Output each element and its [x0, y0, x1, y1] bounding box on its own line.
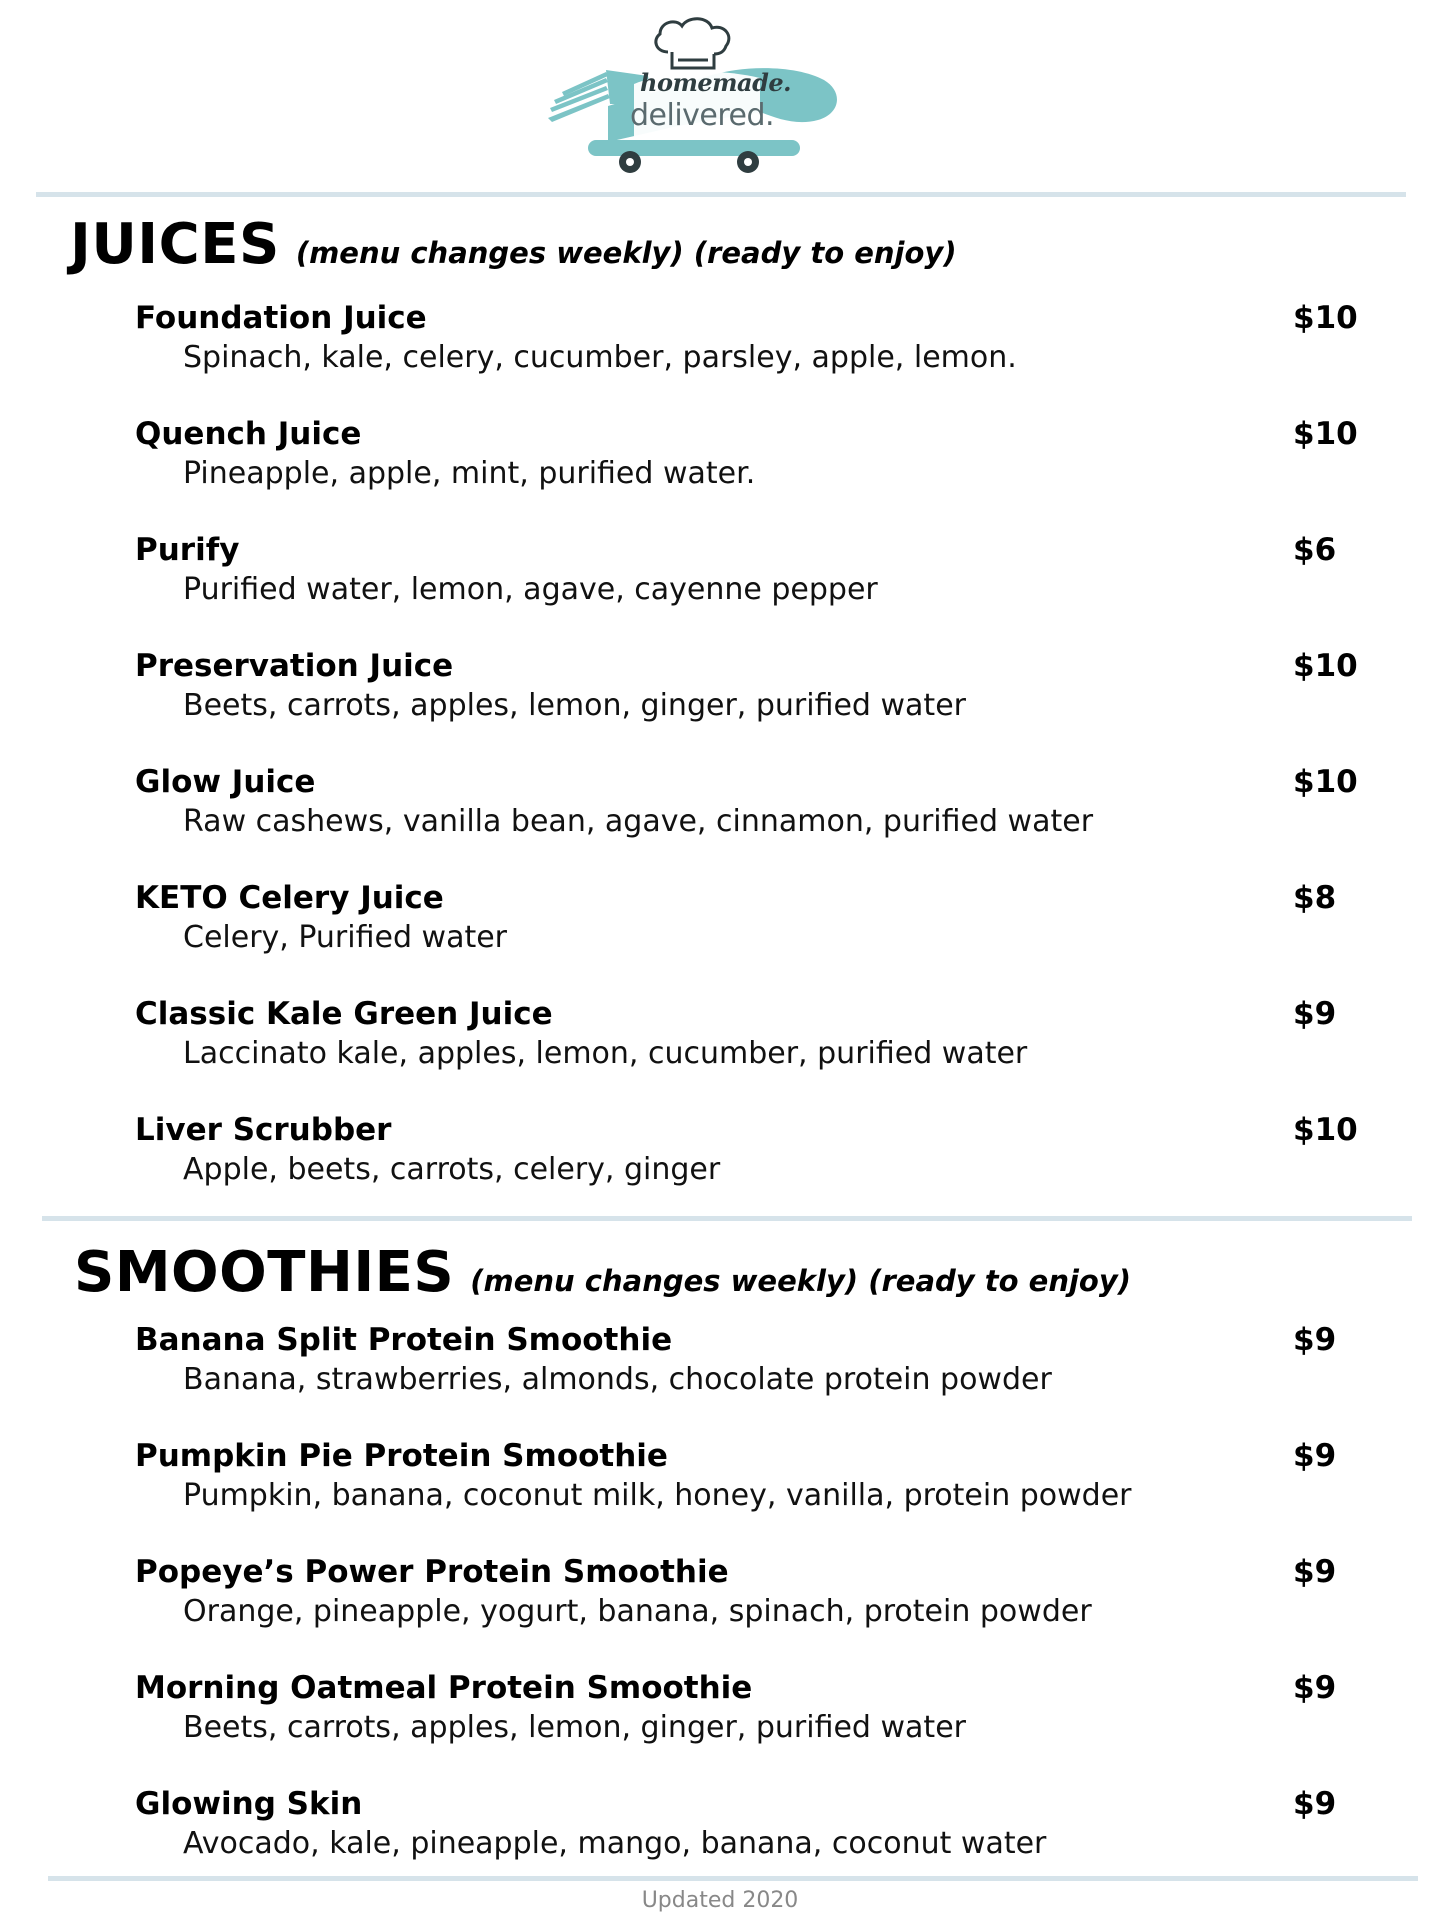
item-description: Orange, pineapple, yogurt, banana, spinach, protein powder [183, 1594, 1092, 1629]
smoothies-section-header [74, 1240, 1131, 1305]
smoothies-note: (menu changes weekly) (ready to enjoy) [470, 1264, 1132, 1298]
item-description: Purified water, lemon, agave, cayenne pepper [183, 572, 878, 607]
menu-item [135, 1322, 1355, 1422]
item-price: $9 [1293, 1554, 1337, 1590]
item-description: Beets, carrots, apples, lemon, ginger, purified water [183, 688, 966, 723]
menu-item [135, 1438, 1355, 1538]
item-price: $10 [1293, 648, 1358, 684]
item-price: $9 [1293, 996, 1337, 1032]
item-price: $9 [1293, 1438, 1337, 1474]
item-description: Spinach, kale, celery, cucumber, parsley, apple, lemon. [183, 340, 1017, 375]
menu-item [135, 1786, 1355, 1886]
menu-item [135, 880, 1355, 980]
item-price: $10 [1293, 1112, 1358, 1148]
menu-item [135, 648, 1358, 748]
menu-item [135, 416, 1358, 516]
item-description: Pumpkin, banana, coconut milk, honey, vanilla, protein powder [183, 1478, 1132, 1513]
item-name: Liver Scrubber [135, 1112, 392, 1148]
item-name: Morning Oatmeal Protein Smoothie [135, 1670, 753, 1706]
item-name: Preservation Juice [135, 648, 454, 684]
divider-top [36, 192, 1406, 197]
menu-item [135, 764, 1358, 864]
item-description: Beets, carrots, apples, lemon, ginger, purified water [183, 1710, 966, 1745]
footer-updated: Updated 2020 [641, 1888, 799, 1913]
item-description: Apple, beets, carrots, celery, ginger [183, 1152, 721, 1187]
item-description: Pineapple, apple, mint, purified water. [183, 456, 756, 491]
item-name: Purify [135, 532, 240, 568]
divider-bottom [48, 1876, 1418, 1881]
item-name: Popeye’s Power Protein Smoothie [135, 1554, 729, 1590]
item-name: Quench Juice [135, 416, 362, 452]
menu-item [135, 300, 1358, 400]
item-description: Raw cashews, vanilla bean, agave, cinnamon, purified water [183, 804, 1094, 839]
item-price: $9 [1293, 1670, 1337, 1706]
item-price: $10 [1293, 300, 1358, 336]
item-price: $8 [1293, 880, 1337, 916]
menu-item [135, 1554, 1355, 1654]
item-price: $10 [1293, 416, 1358, 452]
item-name: Foundation Juice [135, 300, 427, 336]
item-name: Glow Juice [135, 764, 316, 800]
logo-text-homemade: homemade. [640, 68, 791, 97]
item-name: Glowing Skin [135, 1786, 363, 1822]
item-description: Avocado, kale, pineapple, mango, banana, coconut water [183, 1826, 1047, 1861]
item-description: Celery, Purified water [183, 920, 508, 955]
item-name: Pumpkin Pie Protein Smoothie [135, 1438, 668, 1474]
item-name: Banana Split Protein Smoothie [135, 1322, 673, 1358]
item-price: $6 [1293, 532, 1337, 568]
item-price: $10 [1293, 764, 1358, 800]
menu-item [135, 996, 1355, 1096]
item-price: $9 [1293, 1786, 1337, 1822]
logo-text-delivered: delivered. [630, 98, 775, 133]
divider-middle [42, 1216, 1412, 1221]
juices-title: JUICES [70, 212, 280, 277]
item-description: Laccinato kale, apples, lemon, cucumber, purified water [183, 1036, 1028, 1071]
menu-item [135, 1112, 1358, 1212]
item-name: Classic Kale Green Juice [135, 996, 553, 1032]
menu-item [135, 1670, 1355, 1770]
juices-section-header [70, 212, 957, 277]
smoothies-title: SMOOTHIES [74, 1240, 455, 1305]
menu-item [135, 532, 1355, 632]
item-description: Banana, strawberries, almonds, chocolate protein powder [183, 1362, 1052, 1397]
chef-hat-icon [656, 19, 729, 68]
item-name: KETO Celery Juice [135, 880, 444, 916]
juices-note: (menu changes weekly) (ready to enjoy) [295, 236, 957, 270]
item-price: $9 [1293, 1322, 1337, 1358]
